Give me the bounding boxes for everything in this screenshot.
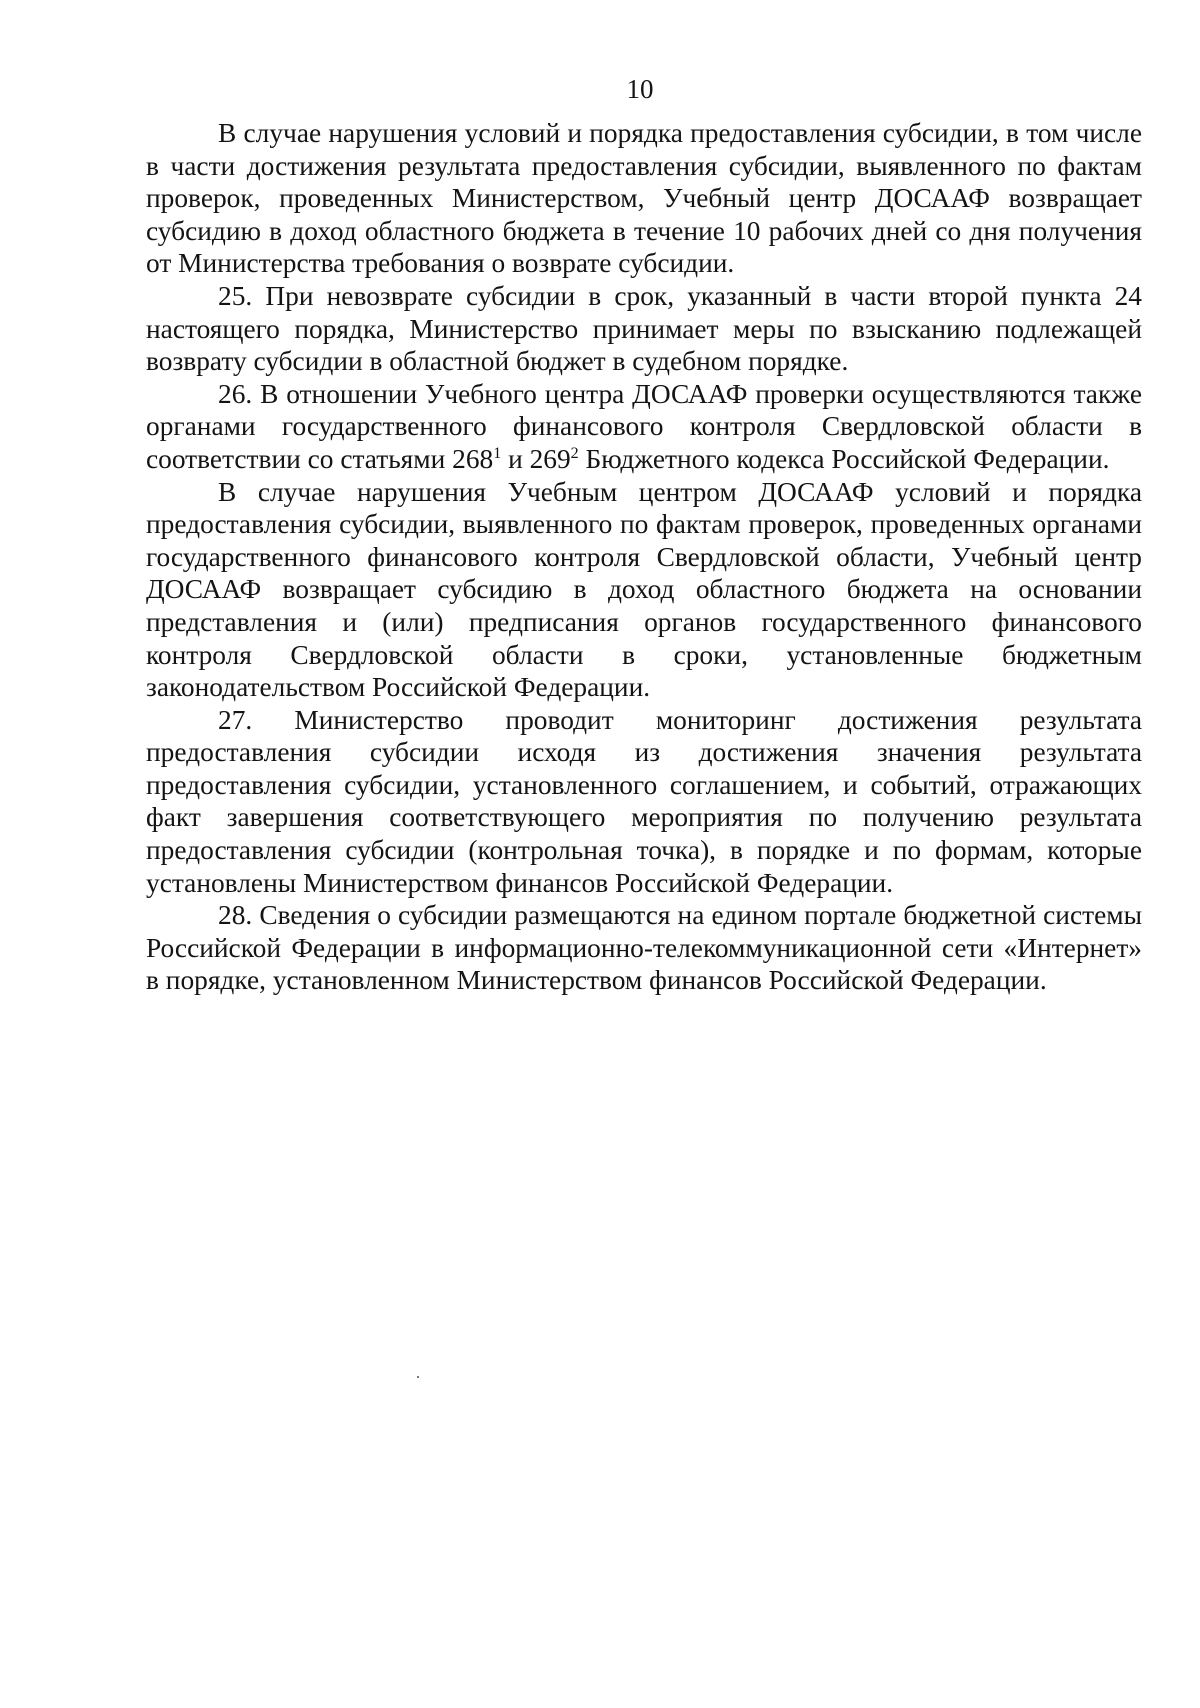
page-number: 10 bbox=[626, 74, 654, 104]
paragraph-violation-return: В случае нарушения условий и порядка предоставления субсидии, в том числе в части достижения результата предоставления субсидии, выявленного по фактам проверок, проведенных Министерством, Учебный центр ДОСААФ возвращает субсидию в доход областного бюджета в течение 10 рабочих дней со дня получения от Министерства требования о возврате субсидии. bbox=[146, 118, 1142, 279]
superscript-1: 1 bbox=[493, 444, 502, 462]
paragraph-28: 28. Сведения о субсидии размещаются на едином портале бюджетной системы Российской Федерации в информационно-телекоммуникационной сети «Интернет» в порядке, установленном Министерством финансов Российской Федерации. bbox=[146, 900, 1142, 996]
superscript-2: 2 bbox=[570, 444, 579, 462]
paragraph-26-text-middle: и 269 bbox=[501, 443, 571, 474]
paragraph-25: 25. При невозврате субсидии в срок, указанный в части второй пункта 24 настоящего порядка, Министерство принимает меры по взысканию подлежащей возврату субсидии в областной бюджет в судебном порядке. bbox=[146, 280, 1142, 377]
paragraph-26 bbox=[146, 378, 1142, 476]
paragraph-27: 27. Министерство проводит мониторинг достижения результата предоставления субсидии исходя из достижения значения результата предоставления субсидии, установленного соглашением, и событий, отражающих факт завершения соответствующего мероприятия по получению результата предоставления субсидии (контрольная точка), в порядке и по формам, которые установлены Министерством финансов Российской Федерации. bbox=[146, 704, 1142, 898]
paragraph-26-text-end: Бюджетного кодекса Российской Федерации. bbox=[578, 443, 1110, 474]
paragraph-26-text-start: 26. В отношении Учебного центра ДОСААФ проверки осуществляются также органами государственного финансового контроля Свердловской области в соответствии со статьями 268 bbox=[146, 378, 1142, 474]
scan-speck bbox=[417, 1376, 419, 1378]
document-body bbox=[146, 117, 1142, 997]
paragraph-control-violation: В случае нарушения Учебным центром ДОСААФ условий и порядка предоставления субсидии, выявленного по фактам проверок, проведенных органами государственного финансового контроля Свердловской области, Учебный центр ДОСААФ возвращает субсидию в доход областного бюджета на основании представления и (или) предписания органов государственного финансового контроля Свердловской области в сроки, установленные бюджетным законодательством Российской Федерации. bbox=[146, 476, 1142, 703]
